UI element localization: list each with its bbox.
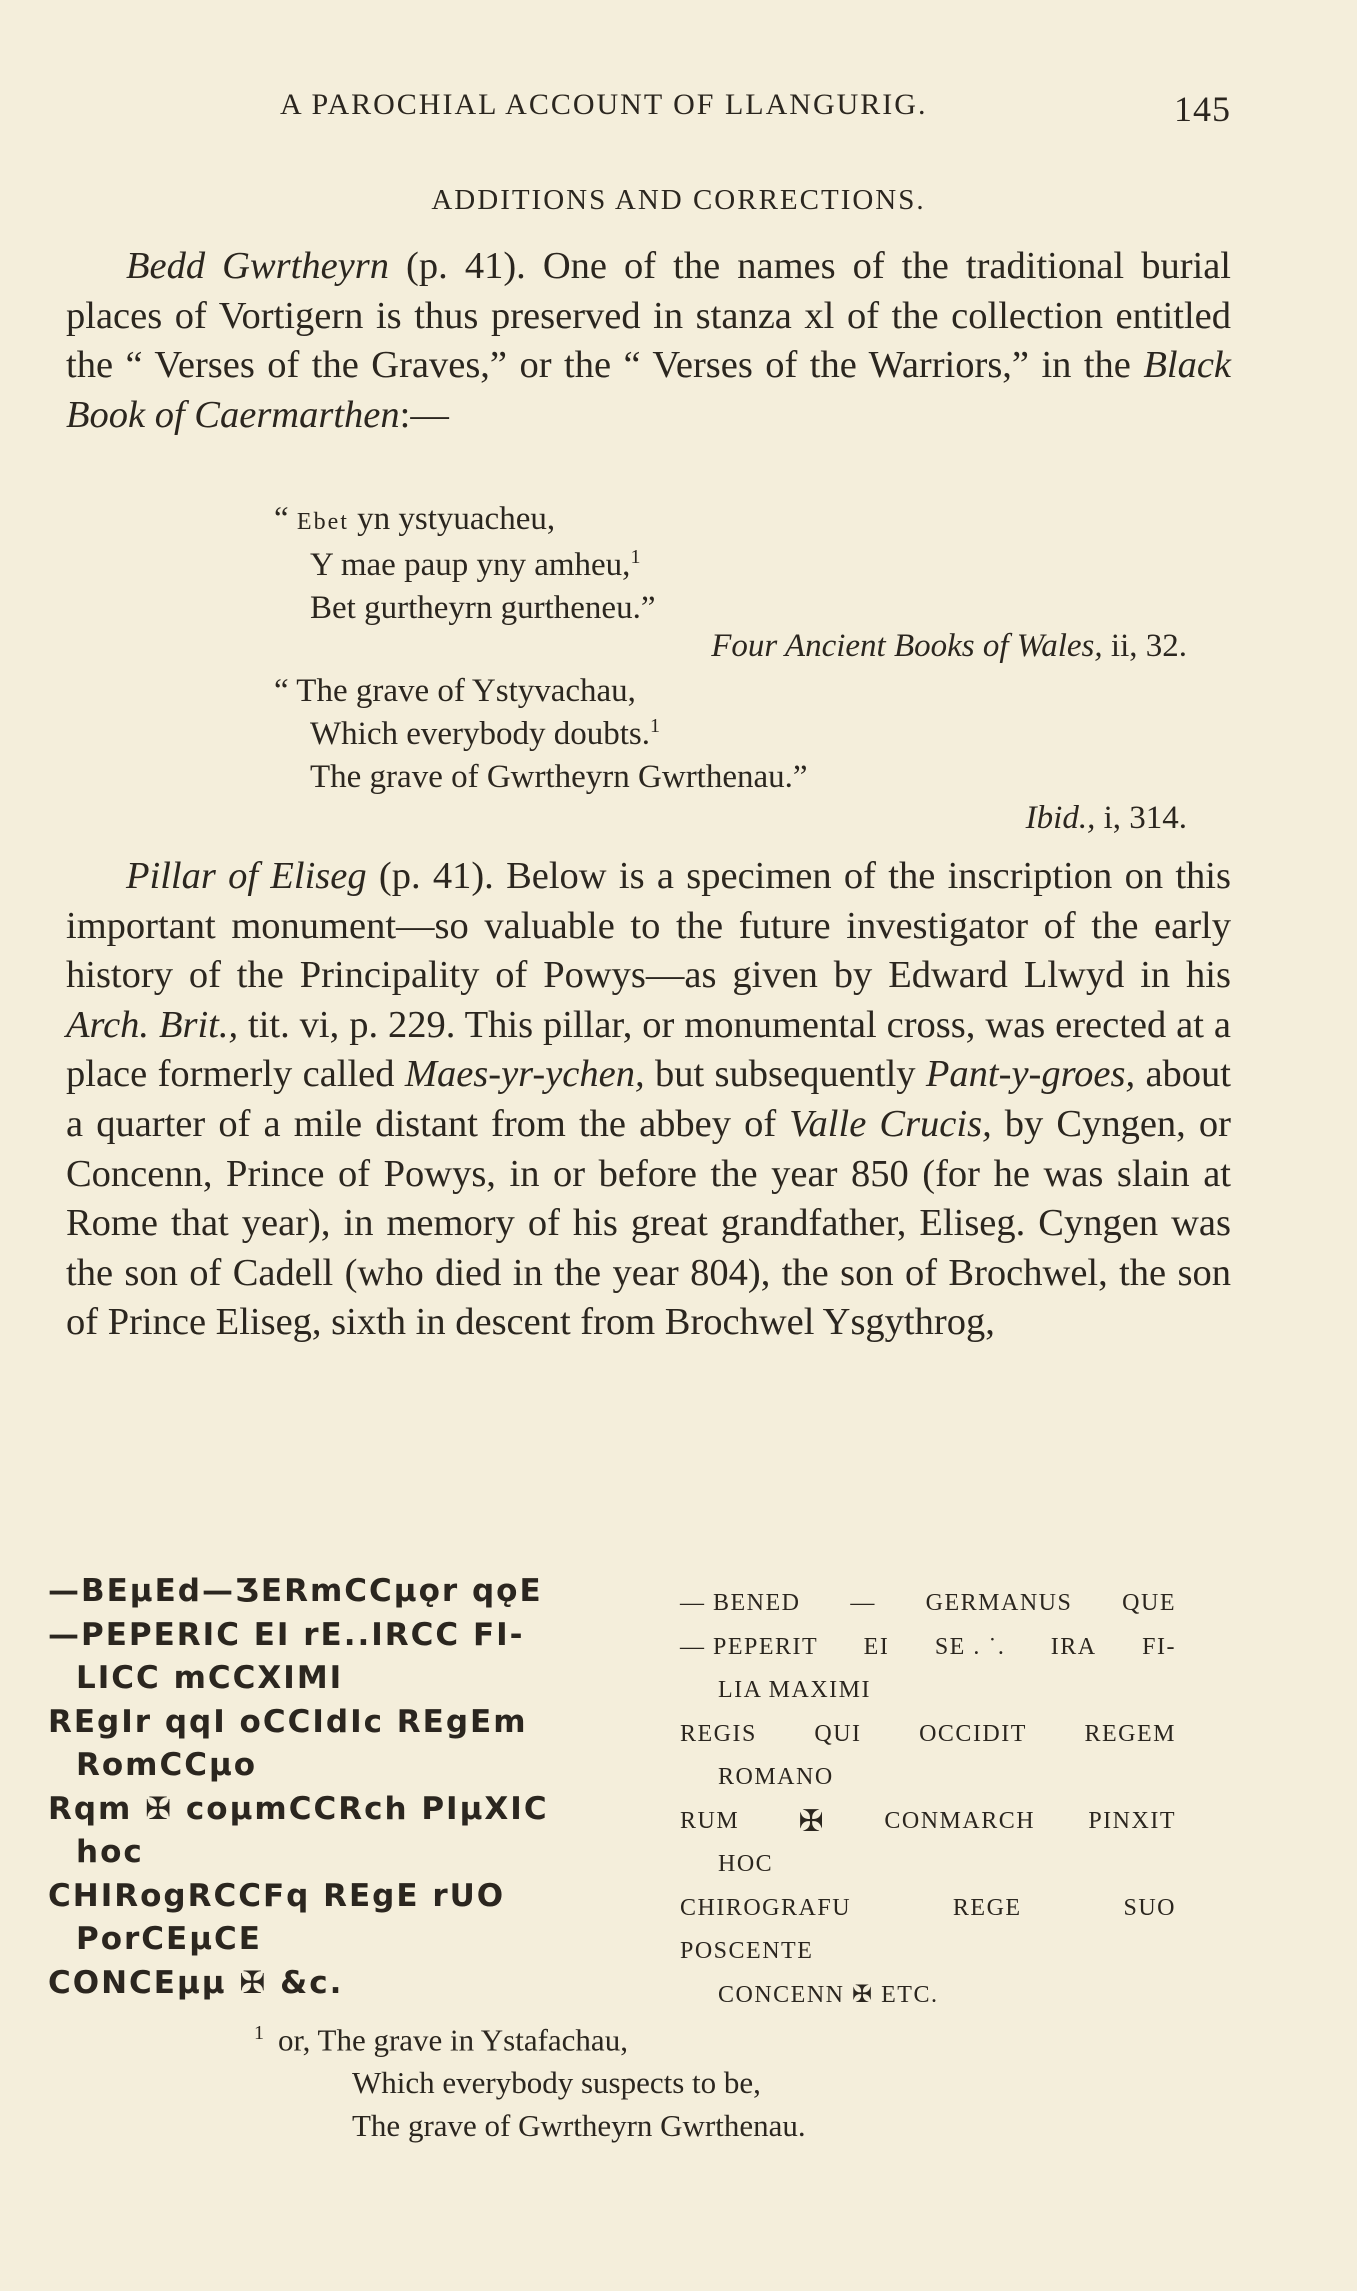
- verse-line: The grave of Gwrtheyrn Gwrthenau.”: [310, 759, 808, 795]
- facsimile-line: REgIr qqI oCCIdIc REgEm: [48, 1703, 528, 1740]
- transcription-line: [680, 1626, 1176, 1670]
- transcription-word: QUE: [1122, 1590, 1176, 1616]
- transcription-word: RUM: [680, 1807, 740, 1834]
- facsimile-text: CONCEµµ: [48, 1964, 240, 2001]
- transcription-word: PINXIT: [1088, 1807, 1176, 1834]
- italic-term: Maes-yr-ychen,: [404, 1053, 645, 1096]
- facsimile-line: RomCCµo: [76, 1747, 258, 1783]
- verse-line: [274, 713, 808, 756]
- citation-title: Four Ancient Books of Wales,: [711, 628, 1103, 664]
- italic-term: Arch. Brit.,: [66, 1003, 239, 1046]
- transcription-word: GERMANUS: [925, 1590, 1073, 1616]
- transcription-word: REGEM: [1084, 1720, 1176, 1747]
- transcription-word: — PEPERIT: [680, 1633, 819, 1660]
- transcription-line: [680, 1582, 1176, 1626]
- facsimile-line: LICC mCCXIMI: [76, 1660, 344, 1696]
- transcription-line: ROMANO: [718, 1764, 834, 1790]
- verse-citation: [711, 628, 1187, 665]
- transcription-line: [680, 1887, 1176, 1931]
- paragraph-lead: Bedd Gwrtheyrn: [126, 245, 389, 287]
- verse-line: [274, 544, 655, 587]
- footnote-marker: 1: [630, 546, 641, 568]
- facsimile-line: PorCEµCE: [76, 1921, 262, 1957]
- footnote: [254, 2012, 806, 2147]
- verse-text: yn ystyuacheu,: [348, 501, 556, 537]
- paragraph-text: but subsequently: [644, 1053, 926, 1096]
- footnote-line: Which everybody suspects to be,: [352, 2065, 761, 2101]
- facsimile-line: [48, 1788, 628, 1832]
- transcription-line: [680, 1974, 1176, 2018]
- verse-welsh: [274, 498, 655, 630]
- footnote-line: The grave of Gwrtheyrn Gwrthenau.: [352, 2108, 806, 2144]
- facsimile-line: —PEPERIC EI rE..IRCC FI-: [48, 1616, 525, 1653]
- paragraph-text: by Cyngen, or Concenn, Prince of Powys, in or before the year 850 (for he was slain at Rome that year), in memory of his great grandfather, Eliseg. Cyngen was the son of Cadell (who died in the year 804), the son of Brochwel, the son of Prince Eliseg, sixth in descent from Brochwel Ysgythrog,: [66, 1102, 1231, 1344]
- transcription-word: ETC.: [873, 1981, 939, 2008]
- transcription-line: [680, 1800, 1176, 1844]
- page-number: 145: [1174, 89, 1231, 129]
- facsimile-line: hoc: [76, 1834, 144, 1870]
- paragraph-text: (p. 41). Below is a specimen of the inscription on this important monument—so valuable to the future investigator of the early history of the Principality of Powys—as given by Edward Llwyd in his: [66, 855, 1231, 997]
- transcription-word: —: [850, 1590, 876, 1616]
- footnote-line: [254, 2012, 806, 2061]
- transcription-word: QUI: [814, 1720, 862, 1747]
- transcription-word: CHIROGRAFU: [680, 1894, 852, 1921]
- transcription-line: HOC: [718, 1851, 774, 1877]
- transcription-word: IRA: [1050, 1633, 1097, 1660]
- inscription-facsimile: [48, 1570, 628, 2005]
- transcription-word: SE . ˙.: [934, 1633, 1006, 1660]
- inscription-transcription: [680, 1582, 1176, 2017]
- facsimile-line: [48, 1962, 628, 2006]
- citation-title: Ibid.,: [1025, 800, 1096, 836]
- transcription-word: — BENED: [680, 1590, 801, 1616]
- transcription-word: FI-: [1142, 1633, 1176, 1660]
- cross-icon: ✠: [239, 1964, 268, 2001]
- facsimile-text: coµmCCRch PIµXIC: [173, 1790, 549, 1827]
- paragraph-text: :—: [399, 393, 449, 436]
- verse-first-word: Ebet: [296, 509, 349, 535]
- transcription-line: LIA MAXIMI: [718, 1677, 871, 1703]
- verse-line: Bet gurtheyrn gurtheneu.”: [310, 590, 656, 626]
- cross-icon: ✠: [852, 1981, 874, 2008]
- open-quote: “: [274, 501, 297, 537]
- paragraph-text: about a quarter of a mile distant from the abbey of: [66, 1053, 1231, 1145]
- italic-title: Black Book of Caermarthen: [66, 344, 1231, 436]
- transcription-word: REGIS: [680, 1720, 757, 1747]
- transcription-word: OCCIDIT: [919, 1720, 1027, 1747]
- citation-ref: ii, 32.: [1102, 628, 1187, 664]
- italic-term: Valle Crucis,: [789, 1102, 992, 1145]
- footnote-text: or, The grave in Ystafachau,: [278, 2022, 628, 2058]
- running-head-title: A PAROCHIAL ACCOUNT OF LLANGURIG.: [280, 88, 928, 121]
- verse-text: Y mae paup yny amheu,: [310, 547, 631, 583]
- cross-icon: ✠: [798, 1804, 826, 1838]
- footnote-marker: 1: [254, 2022, 264, 2044]
- transcription-line: [680, 1713, 1176, 1757]
- paragraph-text: tit. vi, p. 229. This pillar, or monumental cross, was erected at a place formerly called: [66, 1003, 1231, 1096]
- verse-citation: [1026, 800, 1187, 837]
- paragraph-pillar-of-eliseg: [66, 852, 1231, 1348]
- footnote-marker: 1: [650, 715, 661, 737]
- citation-ref: i, 314.: [1095, 800, 1187, 836]
- transcription-word: REGE: [952, 1894, 1022, 1921]
- paragraph-bedd-gwrtheyrn: [66, 242, 1231, 440]
- verse-line: “ The grave of Ystyvachau,: [274, 673, 636, 709]
- facsimile-line: CHIRogRCCFq REgE rUO: [48, 1877, 506, 1914]
- facsimile-text: Rqm: [48, 1790, 146, 1827]
- verse-line: [274, 498, 655, 544]
- transcription-line: POSCENTE: [680, 1938, 814, 1964]
- transcription-word: SUO: [1123, 1894, 1176, 1921]
- facsimile-text: &c.: [267, 1964, 344, 2001]
- paragraph-lead: Pillar of Eliseg: [126, 855, 367, 897]
- italic-term: Pant-y-groes,: [925, 1053, 1136, 1096]
- section-heading: ADDITIONS AND CORRECTIONS.: [431, 184, 926, 216]
- transcription-word: CONCENN: [718, 1981, 853, 2008]
- facsimile-line: —BEµEd—ƷERmCCµǫr qǫE: [48, 1573, 543, 1609]
- paragraph-text: (p. 41). One of the names of the traditional burial places of Vortigern is thus preserved in stanza xl of the collection entitled the “ Verses of the Graves,” or the “ Verses of the Warriors,” in the: [66, 245, 1231, 387]
- verse-text: Which everybody doubts.: [310, 716, 651, 752]
- verse-english: [274, 670, 808, 799]
- cross-icon: ✠: [145, 1790, 174, 1827]
- transcription-word: CONMARCH: [884, 1807, 1036, 1834]
- transcription-word: EI: [863, 1633, 890, 1660]
